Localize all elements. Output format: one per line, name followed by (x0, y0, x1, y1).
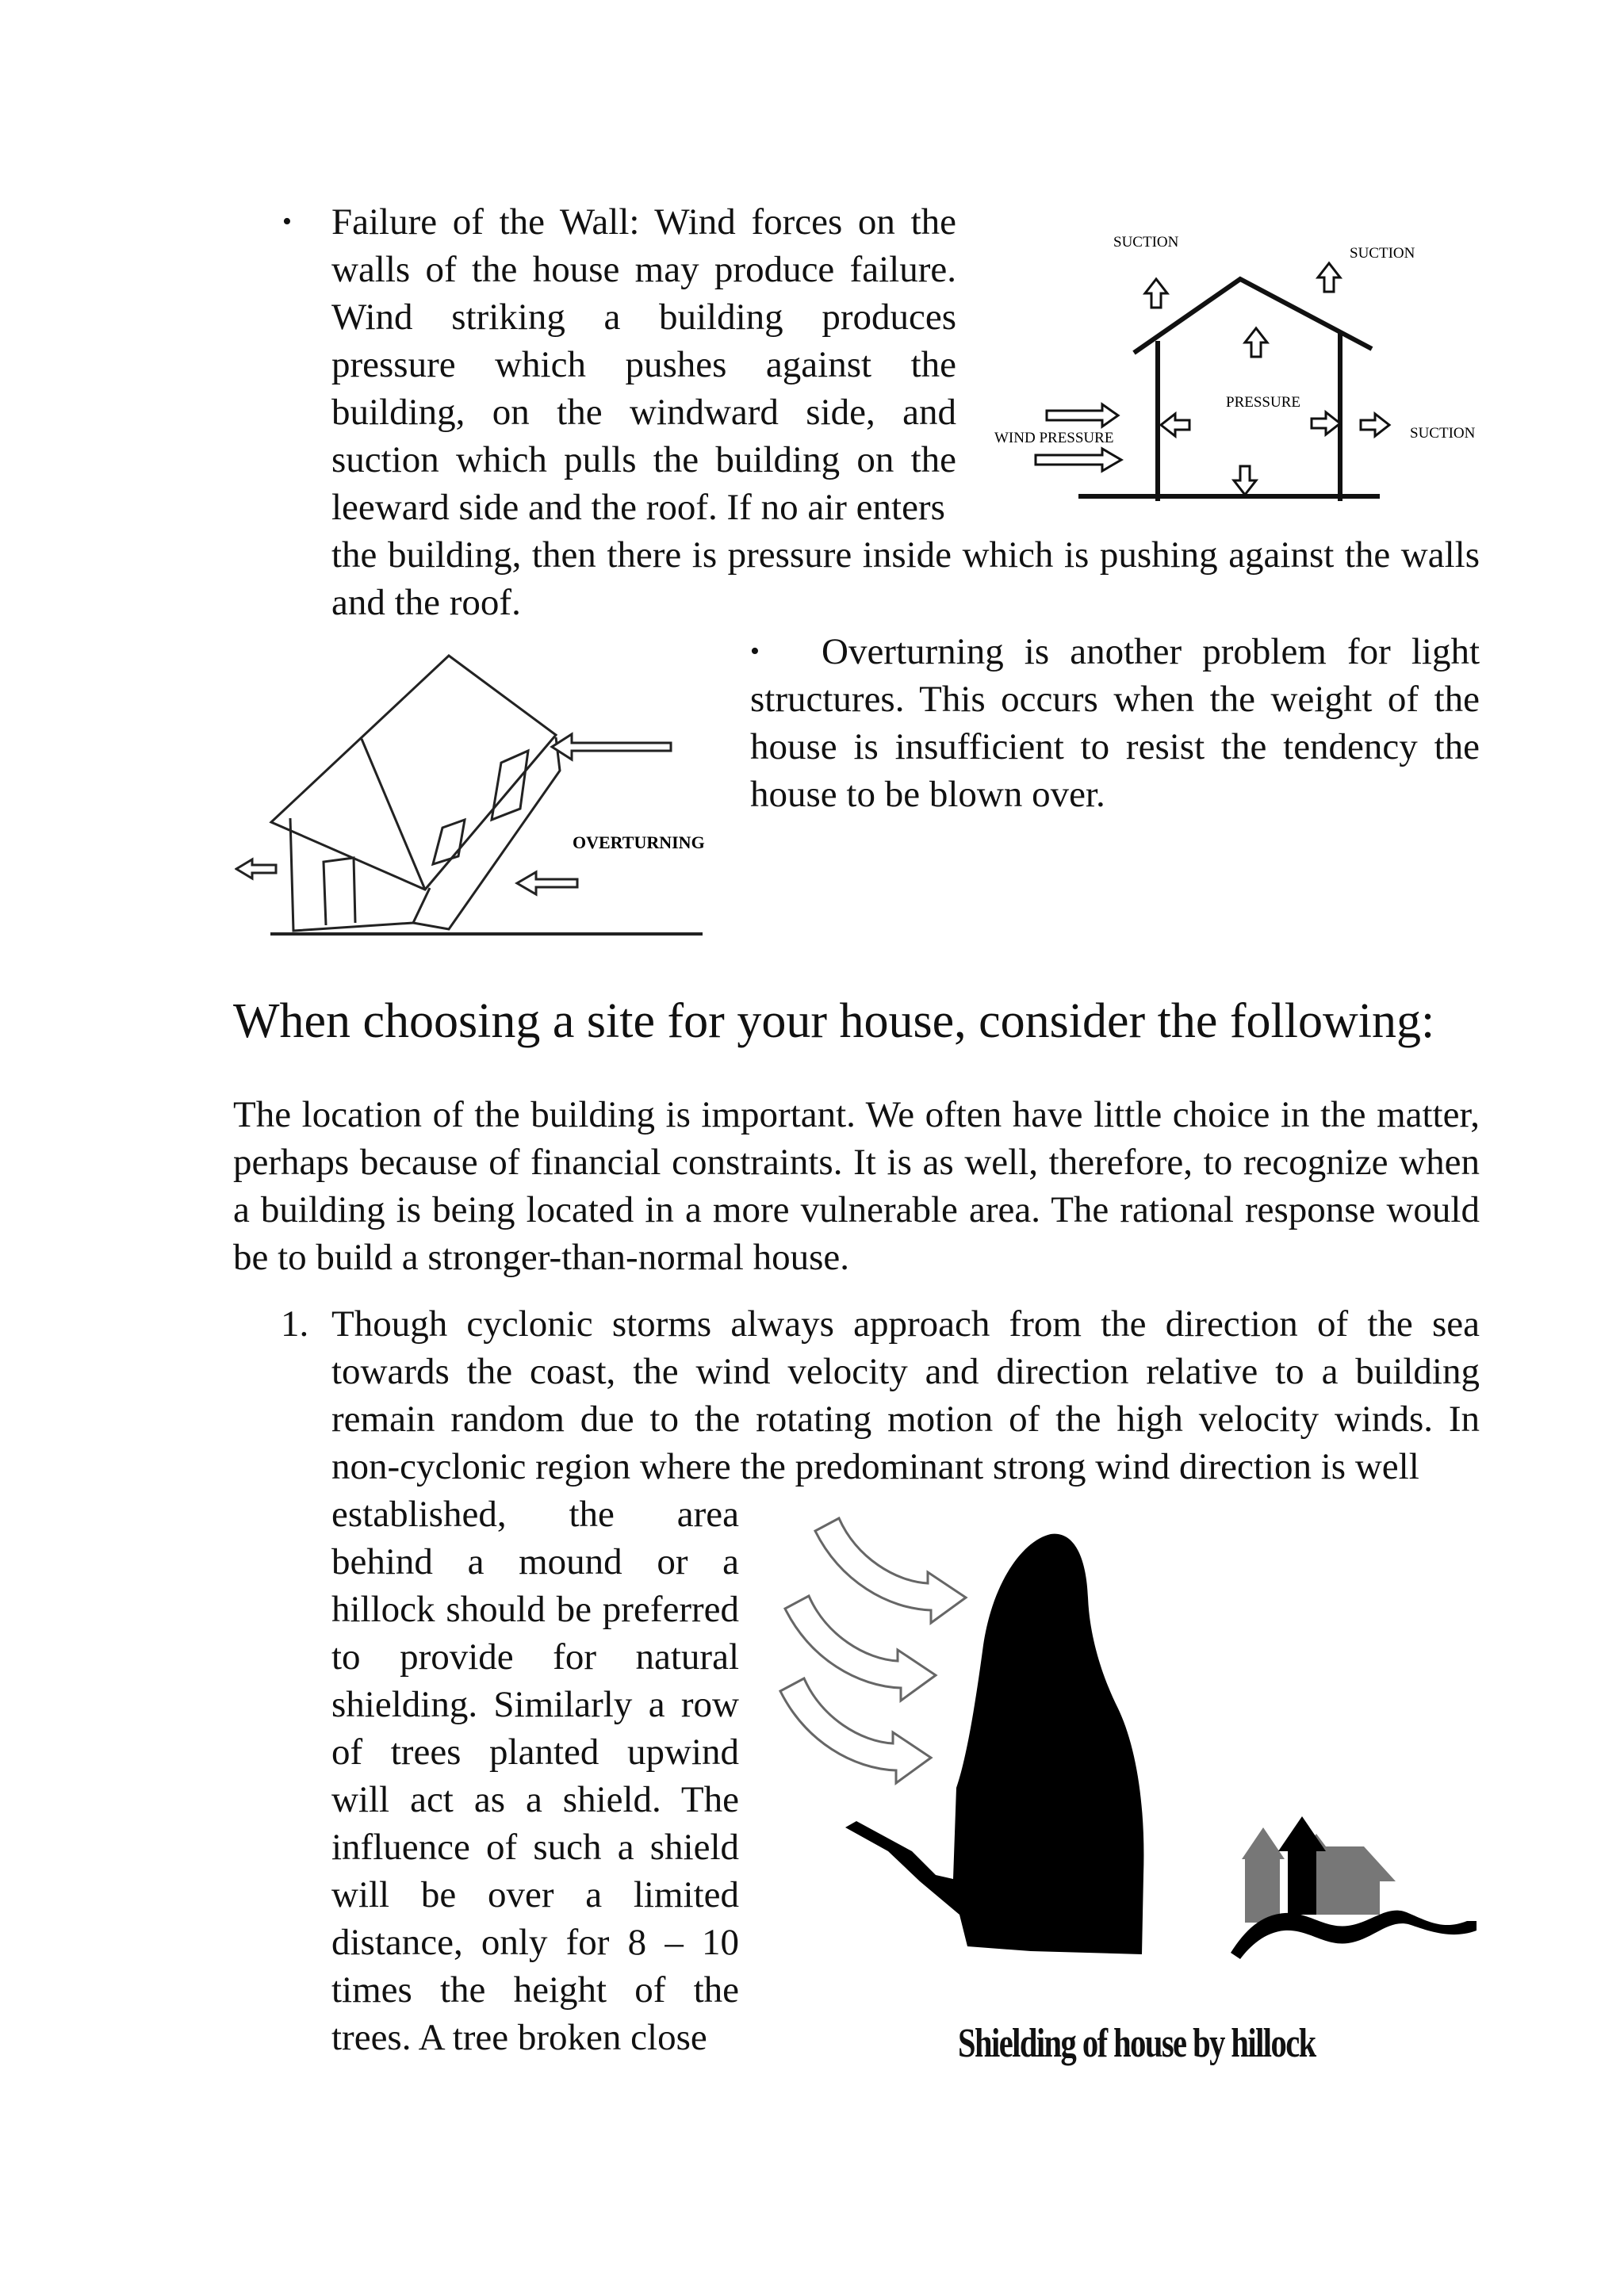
house-window (492, 751, 528, 820)
bullet-marker: • (750, 637, 760, 666)
list-item-number: 1. (281, 1303, 309, 1345)
bullet-marker: • (282, 207, 292, 236)
pressure-arrow-icon (1161, 414, 1189, 436)
wind-arrow-icon (236, 859, 276, 878)
label-pressure: PRESSURE (1226, 394, 1300, 411)
label-suction-top-left: SUCTION (1113, 234, 1179, 251)
wall-failure-text-wide: the building, then there is pressure inside which is pushing against the walls and the roof. (331, 534, 1480, 623)
site-intro-paragraph: The location of the building is important. We often have little choice in the matter, perhaps because of financial constraints. It is as well, therefore, to recognize when a building is being located in a more vulnerable area. The rational response would be to build a stronger-than-normal house. (233, 1094, 1480, 1278)
wind-arrow-icon (552, 734, 671, 760)
suction-arrow-icon (1361, 414, 1389, 436)
suction-arrow-icon (1145, 279, 1167, 308)
site-section-heading: When choosing a site for your house, consider the following: (233, 994, 1435, 1048)
label-wind-pressure: WIND PRESSURE (994, 430, 1114, 446)
wall-failure-text-narrow: Failure of the Wall: Wind forces on the walls of the house may produce failure. Wind striking a building produces pressure which pushes against the building, on the windward side, and suction which pulls the building on the leeward side and the roof. If no air enters (331, 201, 956, 528)
wind-arrow-icon (1047, 404, 1118, 427)
house-window (433, 820, 465, 864)
wind-arrow-icon (1036, 449, 1121, 471)
pressure-arrow-icon (1245, 328, 1267, 357)
list-item-text-wide: Though cyclonic storms always approach from the direction of the sea towards the coast, the wind velocity and direction relative to a building remain random due to the rotating motion of the high velocity winds. In non-cyclonic region where the predominant strong wind direction is well (331, 1303, 1480, 1487)
house-walls (290, 818, 430, 931)
ground-profile (1231, 1911, 1477, 1959)
label-suction-top-right: SUCTION (1350, 245, 1415, 262)
list-item-text-narrow: established, the area behind a mound or a hillock should be preferred to provide for natural shielding. Similarly a row of trees planted upwind will act as a shield. The influence of such a shield will be over a limited distance, only for 8 – 10 times the height of the trees. A tree broken close (331, 1494, 739, 2058)
hillock-shielding-diagram (769, 1502, 1483, 1978)
label-overturning: OVERTURNING (573, 832, 705, 852)
overturning-diagram (235, 644, 718, 945)
wind-arrow-icon (517, 872, 577, 894)
overturning-text: Overturning is another problem for light structures. This occurs when the weight of the house is insufficient to resist the tendency the house to be blown over. (750, 631, 1480, 815)
pressure-arrow-icon (1312, 412, 1340, 434)
wind-arrow-icon (815, 1518, 966, 1623)
house-roof (271, 656, 556, 890)
wind-pressure-diagram (983, 222, 1491, 515)
label-suction-right: SUCTION (1410, 425, 1476, 442)
house-behind-hillock (1242, 1816, 1396, 1923)
suction-arrow-icon (1318, 263, 1340, 292)
pressure-arrow-icon (1234, 466, 1256, 495)
hillock-diagram-caption: Shielding of house by hillock (958, 2021, 1316, 2066)
house-door (324, 858, 355, 925)
